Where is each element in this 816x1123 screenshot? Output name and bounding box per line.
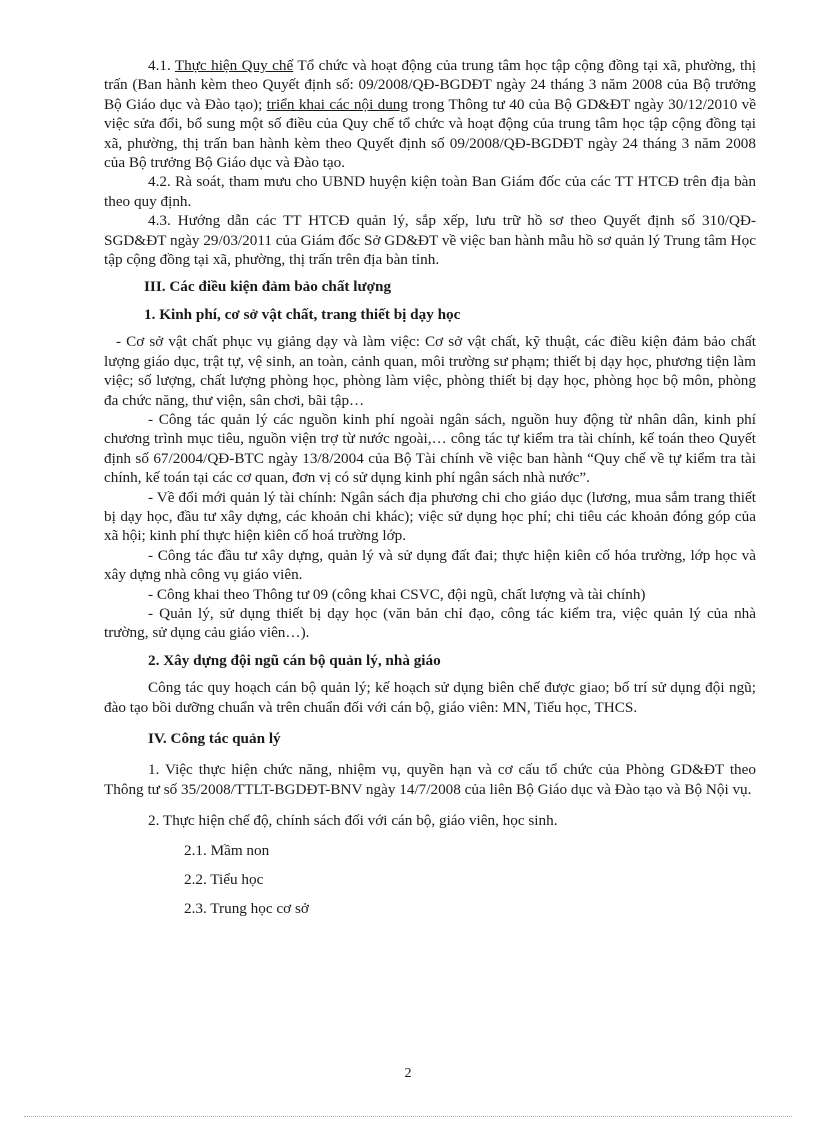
bullet-disclosure: - Công khai theo Thông tư 09 (công khai CSVC, đội ngũ, chất lượng và tài chính) bbox=[148, 585, 646, 603]
list-item-primary: 2.2. Tiểu học bbox=[184, 871, 264, 889]
bullet-funding: - Công tác quản lý các nguồn kinh phí ngoài ngân sách, nguồn huy động từ nhân dân, kinh phí chương trình mục tiêu, nguồn viện trợ từ nước ngoài,… công tác tự kiểm tra tài chính, kế toán theo Quyết định số 67/2004/QĐ-BTC ngày 13/8/2004 của Bộ Tài chính về việc ban hành “Quy chế về tự kiểm tra tài chính, kế toán tại các cơ quan, đơn vị có sử dụng kinh phí ngân sách nhà nước”. bbox=[104, 410, 756, 487]
paragraph-4-1: 4.1. Thực hiện Quy chế Tổ chức và hoạt động của trung tâm học tập cộng đồng tại xã, phường, thị trấn (Ban hành kèm theo Quyết định số: 09/2008/QĐ-BGDĐT ngày 24 tháng 3 năm 2008 của Bộ trưởng Bộ Giáo dục và Đào tạo); triển khai các nội dung trong Thông tư 40 của Bộ GD&ĐT ngày 30/12/2010 về việc sửa đổi, bổ sung một số điều của Quy chế tổ chức và hoạt động của trung tâm học tập cộng đồng tại xã, phường, thị trấn ban hành kèm theo Quyết định số 09/2008/QĐ-BGDĐT ngày 24 tháng 3 năm 2008 của Bộ trưởng Bộ Giáo dục và Đào tạo. bbox=[104, 57, 756, 172]
heading-subsection-1: 1. Kinh phí, cơ sở vật chất, trang thiết bị dạy học bbox=[144, 305, 461, 323]
paragraph-4-3: 4.3. Hướng dẫn các TT HTCĐ quản lý, sắp xếp, lưu trữ hồ sơ theo Quyết định số 310/QĐ-SGD&ĐT ngày 29/03/2011 của Giám đốc Sở GD&ĐT về việc ban hành mẫu hồ sơ quản lý Trung tâm Học tập cộng đồng tại xã, phường, thị trấn trên địa bàn tỉnh. bbox=[104, 212, 756, 269]
underlined-phrase: triển khai các nội dung bbox=[266, 95, 408, 113]
heading-subsection-2: 2. Xây dựng đội ngũ cán bộ quản lý, nhà giáo bbox=[148, 651, 441, 669]
list-item-preschool: 2.1. Mầm non bbox=[184, 841, 270, 859]
paragraph-staff: Công tác quy hoạch cán bộ quản lý; kế hoạch sử dụng biên chế được giao; bố trí sử dụng đội ngũ; đào tạo bồi dưỡng chuẩn và trên chuẩn đối với cán bộ, giáo viên: MN, Tiểu học, THCS. bbox=[104, 679, 756, 716]
page-bottom-divider bbox=[24, 1116, 792, 1117]
heading-section-iii: III. Các điều kiện đảm bảo chất lượng bbox=[144, 278, 392, 296]
bullet-finance-reform: - Về đổi mới quản lý tài chính: Ngân sách địa phương chi cho giáo dục (lương, mua sắm trang thiết bị dạy học, đầu tư xây dựng, các khoản chi khác); việc sử dụng học phí; chi tiêu các khoản đóng góp của xã hội; kinh phí thực hiện kiên cố hoá trường lớp. bbox=[104, 488, 756, 545]
paragraph-4-2: 4.2. Rà soát, tham mưu cho UBND huyện kiện toàn Ban Giám đốc của các TT HTCĐ trên địa bàn theo quy định. bbox=[104, 173, 756, 210]
document-body bbox=[104, 56, 756, 919]
bullet-facilities: - Cơ sở vật chất phục vụ giảng dạy và làm việc: Cơ sở vật chất, kỹ thuật, các điều kiện đảm bảo chất lượng giáo dục, trật tự, vệ sinh, an toàn, cảnh quan, môi trường sư phạm; thiết bị dạy học, phương tiện làm việc; số lượng, chất lượng phòng học, phòng làm việc, phòng thiết bị dạy học, phòng học bộ môn, phòng đa chức năng, thư viện, sân chơi, bãi tập… bbox=[104, 333, 756, 409]
bullet-equipment: - Quản lý, sử dụng thiết bị dạy học (văn bản chỉ đạo, công tác kiểm tra, việc quản lý của nhà trường, sử dụng cảu giáo viên…). bbox=[104, 604, 756, 642]
paragraph-iv-2: 2. Thực hiện chế độ, chính sách đối với cán bộ, giáo viên, học sinh. bbox=[148, 812, 558, 830]
heading-section-iv: IV. Công tác quản lý bbox=[148, 730, 281, 747]
list-item-secondary: 2.3. Trung học cơ sở bbox=[184, 900, 309, 918]
underlined-phrase: Thực hiện Quy chế bbox=[174, 57, 294, 74]
paragraph-iv-1: 1. Việc thực hiện chức năng, nhiệm vụ, quyền hạn và cơ cấu tổ chức của Phòng GD&ĐT theo Thông tư số 35/2008/TTLT-BGDĐT-BNV ngày 14/7/2008 của liên Bộ Giáo dục và Đào tạo và Bộ Nội vụ. bbox=[104, 761, 756, 798]
bullet-construction: - Công tác đầu tư xây dựng, quản lý và sử dụng đất đai; thực hiện kiên cố hóa trường, lớp học và xây dựng nhà công vụ giáo viên. bbox=[104, 546, 756, 584]
page-number: 2 bbox=[404, 1066, 412, 1081]
